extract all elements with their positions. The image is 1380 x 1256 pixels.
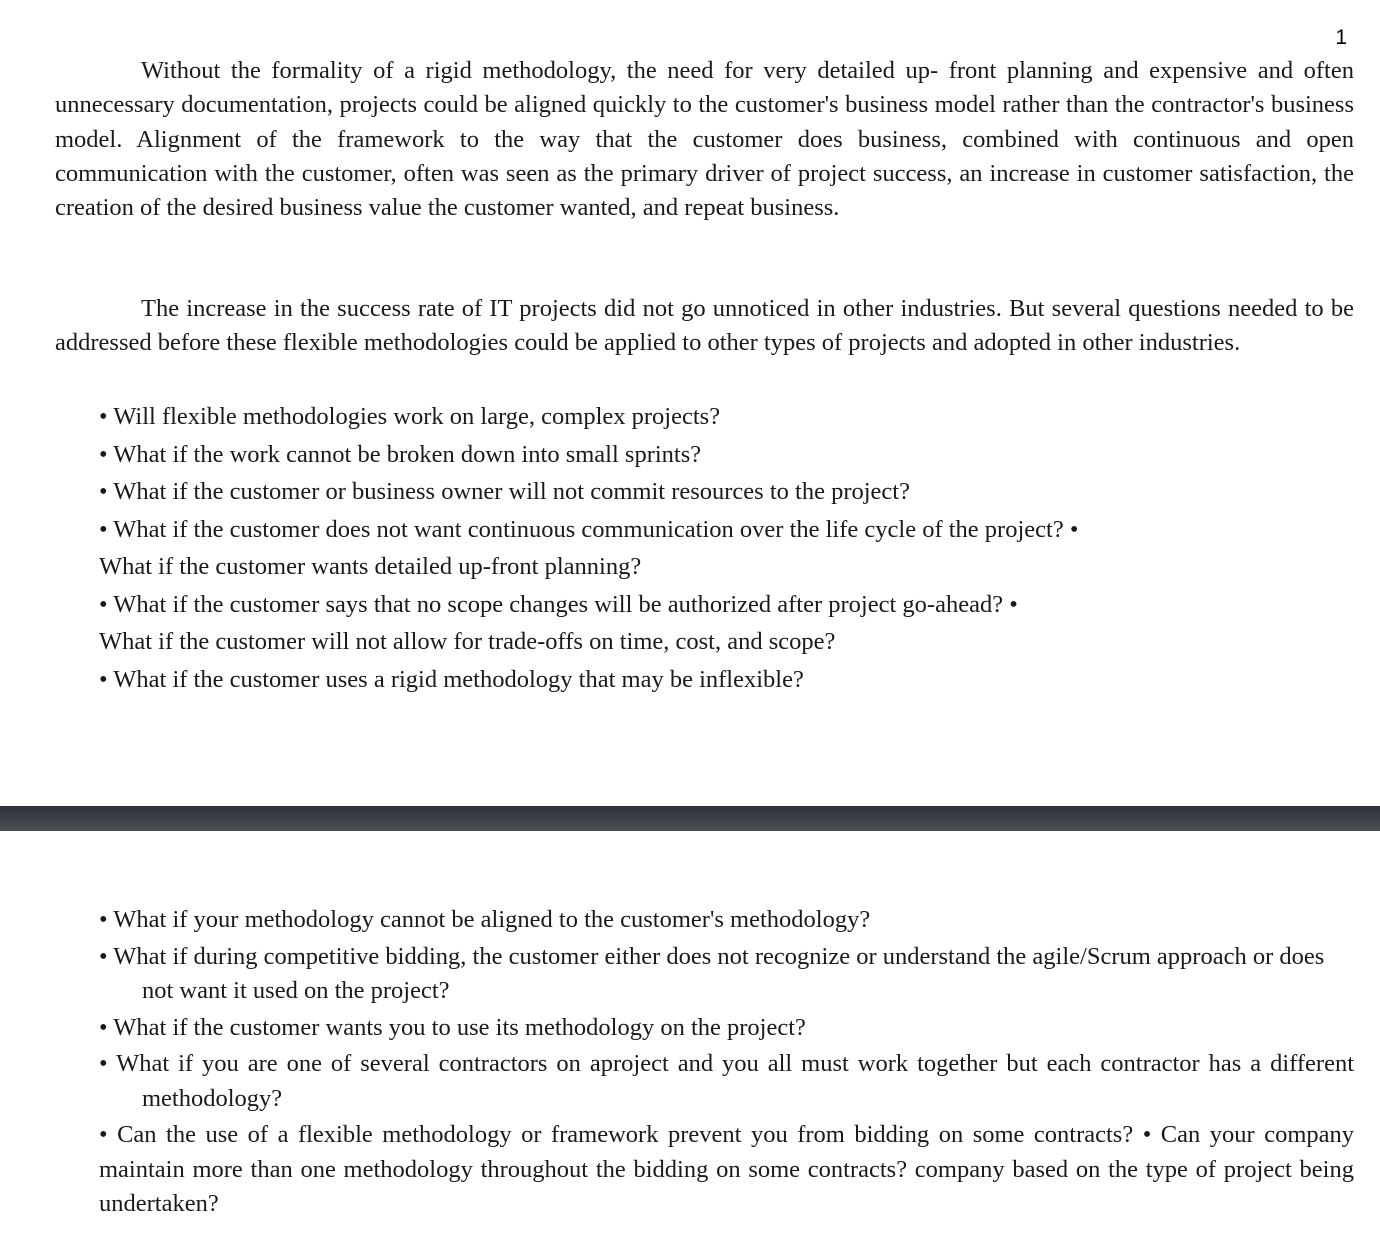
list-item: • What if the customer wants you to use its methodology on the project? <box>99 1013 806 1041</box>
list-item: • What if you are one of several contractors on aproject and you all must work together but each contractor has a different methodology? <box>99 1050 1354 1112</box>
list-item: • Will flexible methodologies work on large, complex projects? <box>99 403 721 430</box>
list-item: • What if the customer says that no scope changes will be authorized after project go-ahead? • <box>99 590 1018 618</box>
list-item: • Can the use of a flexible methodology or framework prevent you from bidding on some contracts? • Can your company maintain more than one methodology throughout the bidding on some contracts? company based on the type of project being undertaken? <box>99 1121 1354 1217</box>
list-item: • What if the work cannot be broken down into small sprints? <box>99 440 702 468</box>
list-item: • What if your methodology cannot be aligned to the customer's methodology? <box>99 906 871 933</box>
list-item: • What if the customer or business owner will not commit resources to the project? <box>99 478 910 505</box>
page-divider <box>0 806 1380 831</box>
paragraph-success-rate: The increase in the success rate of IT projects did not go unnoticed in other industries. But several questions needed to be addressed before these flexible methodologies could be applied to other types of projects and adopted in other industries. <box>55 295 1354 357</box>
list-item: • What if the customer does not want continuous communication over the life cycle of the project? • <box>99 515 1079 543</box>
question-list-page-2 <box>99 903 1354 1224</box>
page-number: 1 <box>1335 26 1347 49</box>
list-item: • What if the customer uses a rigid methodology that may be inflexible? <box>99 665 804 693</box>
list-item: What if the customer wants detailed up-front planning? <box>99 553 642 580</box>
list-item: What if the customer will not allow for trade-offs on time, cost, and scope? <box>99 628 836 655</box>
list-item: • What if during competitive bidding, the customer either does not recognize or understand the agile/Scrum approach or does not want it used on the project? <box>99 942 1325 1004</box>
paragraph-flexibility: Without the formality of a rigid methodology, the need for very detailed up- front planning and expensive and often unnecessary documentation, projects could be aligned quickly to the customer's business model rather than the contractor's business model. Alignment of the framework to the way that the customer does business, combined with continuous and open communication with the customer, often was seen as the primary driver of project success, an increase in customer satisfaction, the creation of the desired business value the customer wanted, and repeat business. <box>55 57 1354 222</box>
question-list-page-1 <box>99 398 1354 698</box>
